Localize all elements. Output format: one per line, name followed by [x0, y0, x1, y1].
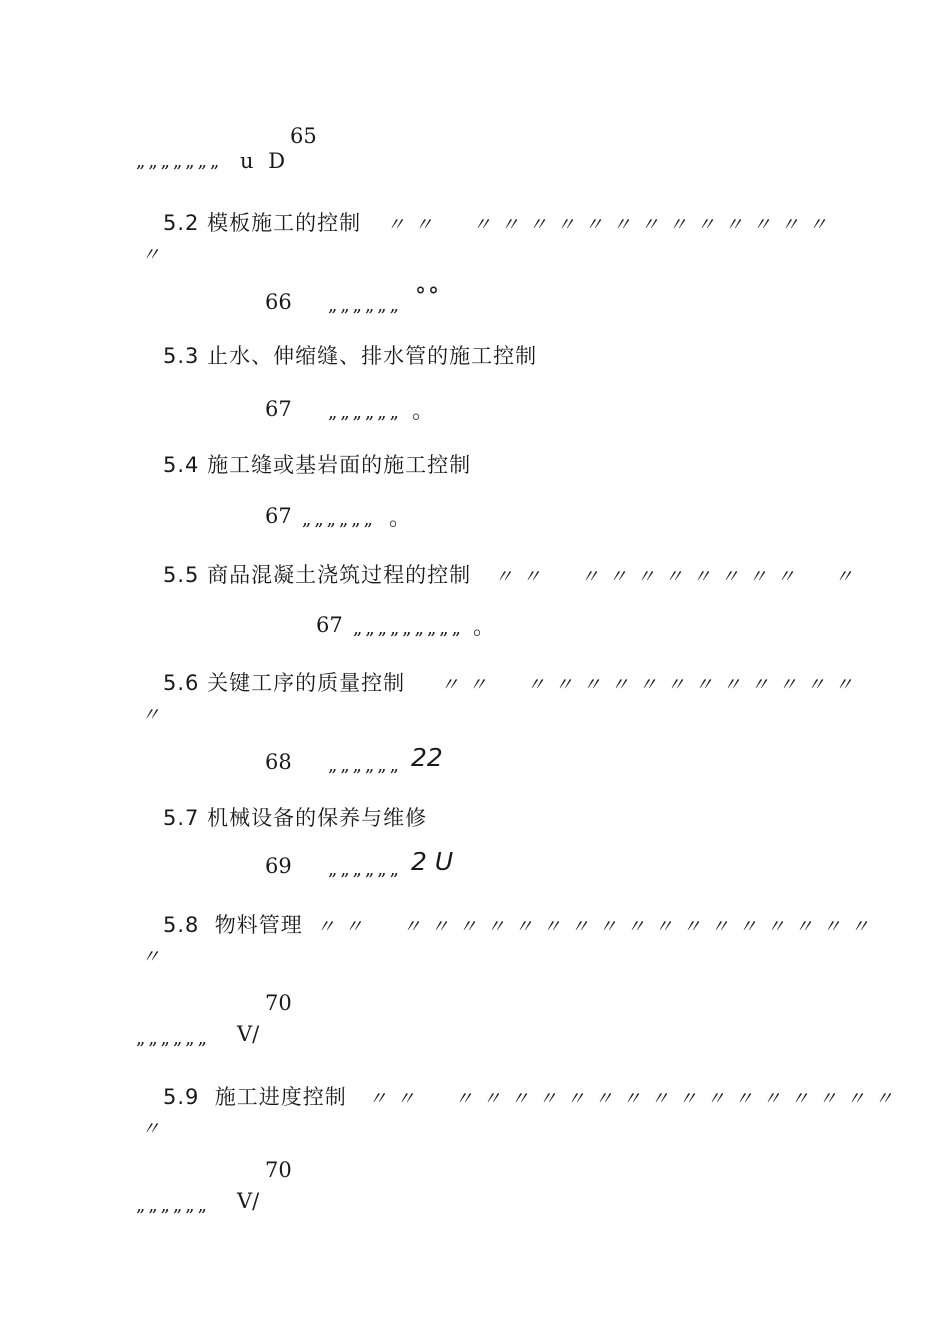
toc-page-number: 68: [265, 750, 292, 774]
toc-leader-dots: „„„„„„: [136, 1195, 210, 1216]
toc-page-number: 67: [265, 504, 292, 528]
toc-heading: 5.6 关键工序的质量控制: [163, 671, 406, 695]
toc-page-number: 70: [265, 1158, 292, 1182]
toc-heading: 5.7 机械设备的保养与维修: [163, 806, 428, 830]
toc-heading: 5.9 施工进度控制: [163, 1085, 347, 1109]
toc-page-number: 67: [316, 613, 343, 637]
toc-leader-dots: „„„„„„: [302, 509, 376, 530]
toc-heading: 5.2 模板施工的控制: [163, 211, 362, 235]
toc-heading: 5.8 物料管理: [163, 913, 303, 937]
toc-leader-marks: 〃〃 〃〃〃〃〃〃〃〃〃〃〃〃〃〃〃〃: [368, 1088, 903, 1110]
toc-leader-dots: „„„„„„: [328, 859, 402, 880]
toc-tail-text: 。: [473, 615, 496, 640]
toc-tail-text: u D: [240, 149, 290, 173]
toc-leader-wrap: 〃: [141, 704, 170, 726]
toc-tail-text: V/: [237, 1189, 260, 1213]
toc-heading: 5.5 商品混凝土浇筑过程的控制: [163, 563, 472, 587]
toc-tail-text: 。: [389, 506, 412, 531]
toc-leader-dots: „„„„„„: [328, 402, 402, 423]
toc-heading: 5.4 施工缝或基岩面的施工控制: [163, 453, 472, 477]
toc-page-number: 65: [290, 124, 317, 148]
toc-leader-dots: „„„„„„: [328, 755, 402, 776]
toc-tail-text: 。: [412, 399, 435, 424]
toc-leader-marks: 〃〃 〃〃〃〃〃〃〃〃〃〃〃〃: [440, 674, 863, 696]
toc-leader-wrap: 〃: [141, 244, 170, 266]
toc-tail-text: 22: [411, 743, 443, 772]
toc-page-number: 66: [265, 290, 292, 314]
toc-page-number: 69: [265, 854, 292, 878]
toc-page-number: 70: [265, 991, 292, 1015]
toc-leader-dots: „„„„„„: [328, 295, 402, 316]
toc-page-number: 67: [265, 397, 292, 421]
toc-leader-marks: 〃〃 〃〃〃〃〃〃〃〃〃〃〃〃〃: [386, 214, 837, 236]
toc-leader-dots: „„„„„„„: [136, 151, 223, 172]
toc-tail-text: °°: [415, 284, 441, 309]
toc-tail-text: V/: [237, 1022, 260, 1046]
toc-leader-dots: „„„„„„: [136, 1028, 210, 1049]
toc-tail-text: 2 U: [411, 847, 454, 876]
toc-leader-wrap: 〃: [141, 1118, 170, 1140]
toc-leader-wrap: 〃: [141, 946, 170, 968]
toc-leader-dots: „„„„„„„„„: [353, 618, 464, 639]
toc-leader-marks: 〃〃 〃〃〃〃〃〃〃〃 〃: [494, 566, 863, 588]
toc-leader-marks: 〃〃 〃〃〃〃〃〃〃〃〃〃〃〃〃〃〃〃〃: [316, 916, 879, 938]
toc-heading: 5.3 止水、伸缩缝、排水管的施工控制: [163, 344, 538, 368]
